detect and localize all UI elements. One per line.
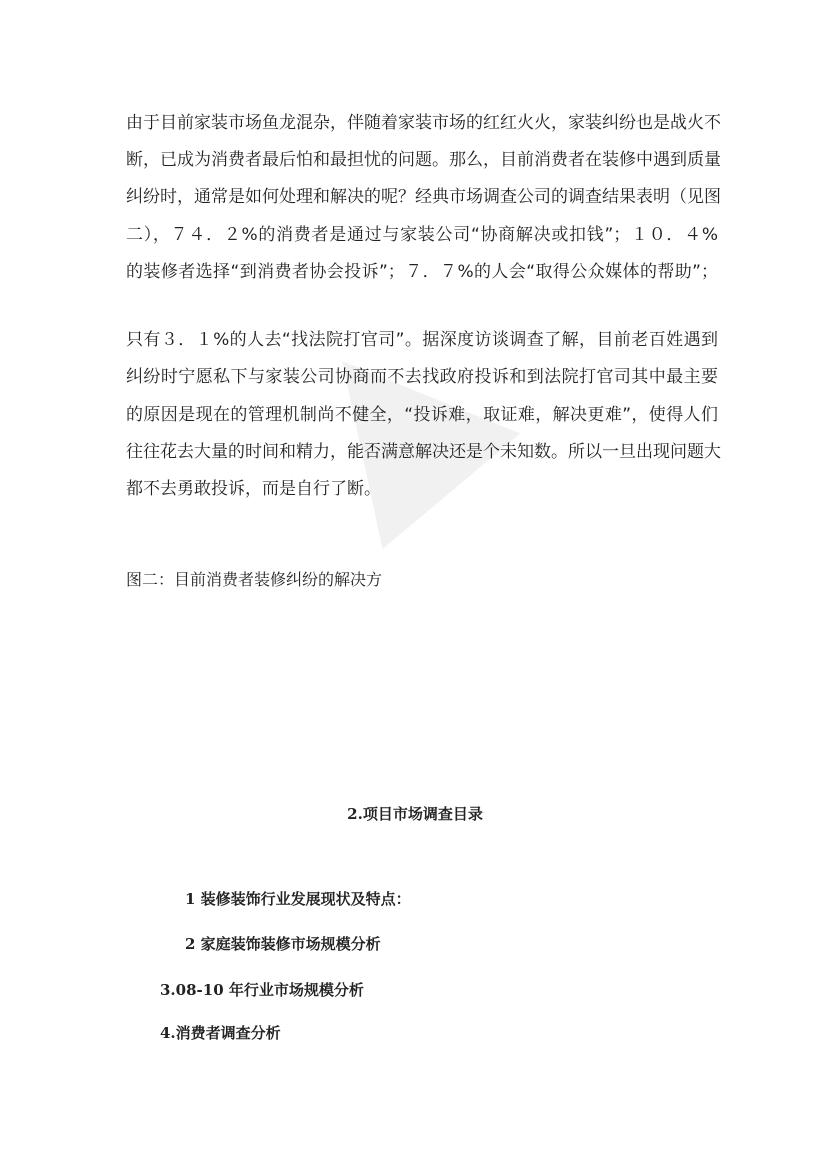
toc-item: 2 家庭装饰装修市场规模分析: [185, 935, 381, 953]
section-title: 2.项目市场调查目录: [347, 805, 483, 823]
paragraph-line: 的原因是现在的管理机制尚不健全，“投诉难，取证难，解决更难”，使得人们: [126, 405, 718, 425]
paragraph-line: 都不去勇敢投诉，而是自行了断。: [126, 479, 381, 499]
toc-item: 1 装修装饰行业发展现状及特点：: [185, 890, 411, 908]
paragraph-line: 只有３．１%的人去“找法院打官司”。据深度访谈调查了解，目前老百姓遇到: [126, 330, 718, 350]
figure-caption: 图二：目前消费者装修纠纷的解决方: [126, 570, 383, 589]
paragraph-line: 二），７４．２%的消费者是通过与家装公司“协商解决或扣钱”；１０．４%: [126, 225, 718, 245]
paragraph-line: 的装修者选择“到消费者协会投诉”；７．７%的人会“取得公众媒体的帮助”；: [126, 262, 718, 282]
toc-item: 4.消费者调查分析: [160, 1024, 281, 1042]
paragraph-line: 由于目前家装市场鱼龙混杂，伴随着家装市场的红红火火，家装纠纷也是战火不: [126, 113, 721, 133]
paragraph-line: 往往花去大量的时间和精力，能否满意解决还是个未知数。所以一旦出现问题大: [126, 442, 721, 462]
paragraph-line: 纠纷时，通常是如何处理和解决的呢？经典市场调查公司的调查结果表明（见图: [126, 187, 721, 207]
paragraph-line: 断，已成为消费者最后怕和最担忧的问题。那么，目前消费者在装修中遇到质量: [126, 150, 721, 170]
toc-item: 3.08-10 年行业市场规模分析: [160, 981, 364, 999]
paragraph-line: 纠纷时宁愿私下与家装公司协商而不去找政府投诉和到法院打官司其中最主要: [126, 367, 718, 387]
